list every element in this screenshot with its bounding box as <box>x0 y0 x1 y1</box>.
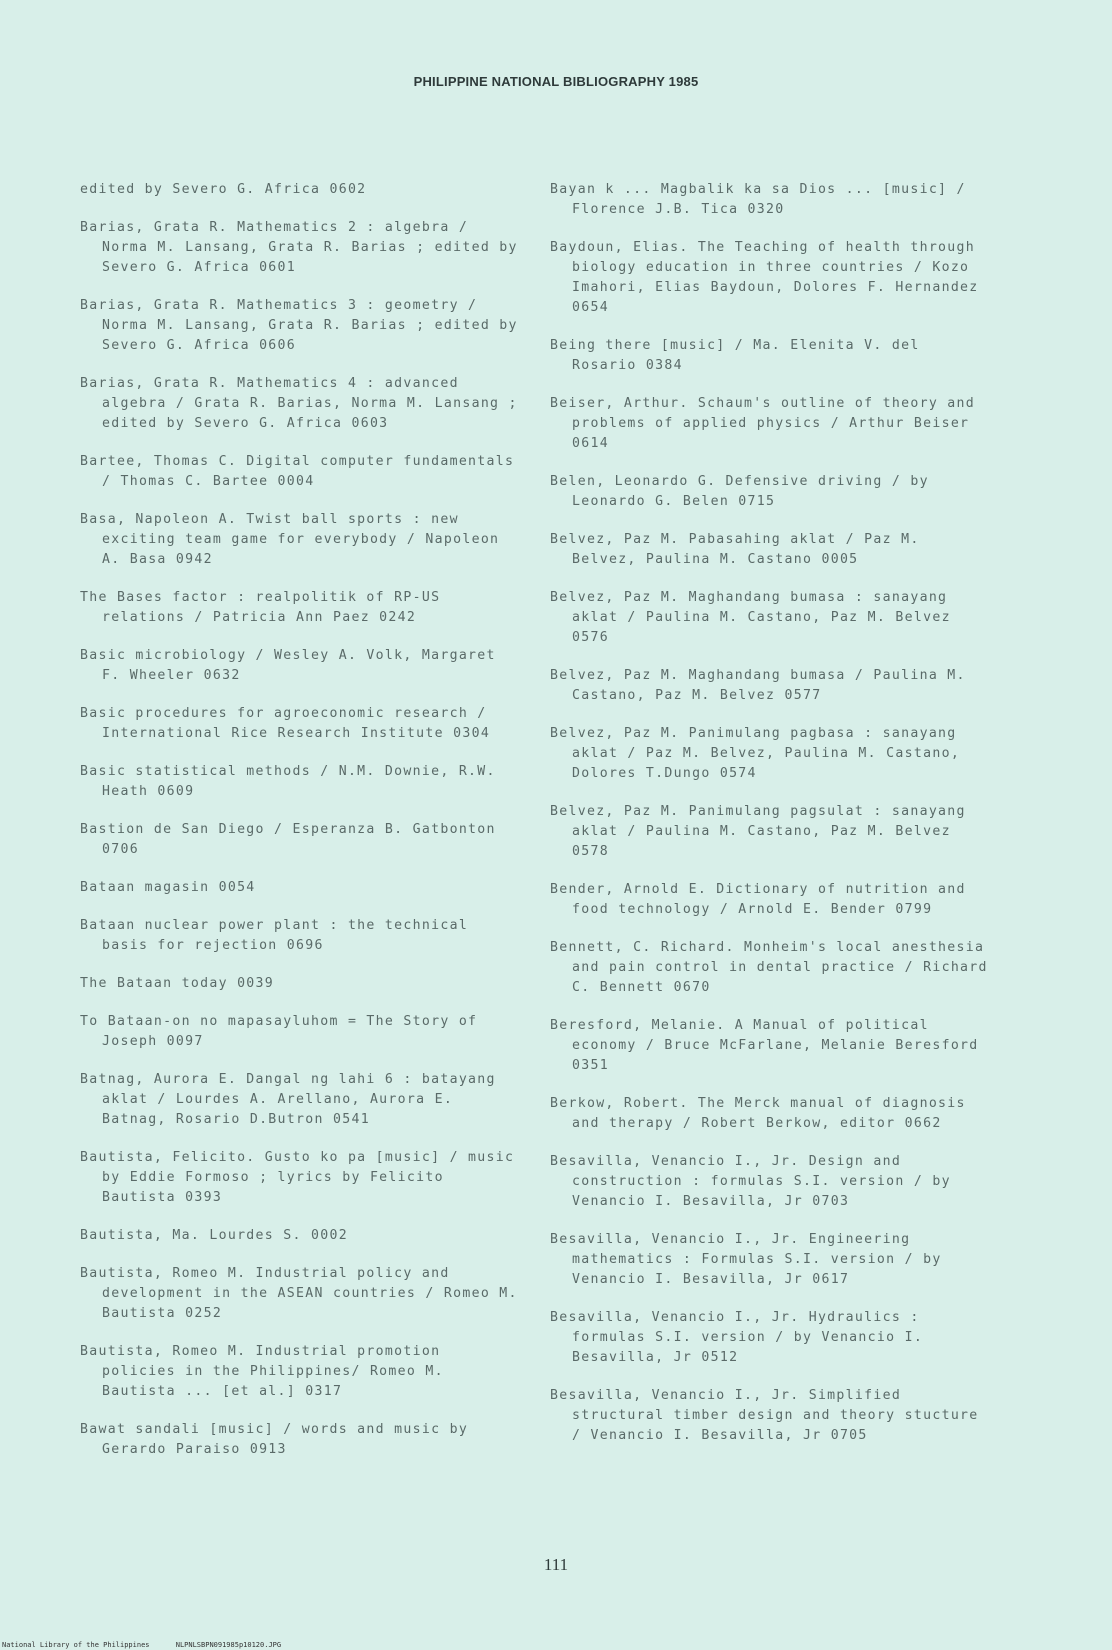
bibliography-entry: Bartee, Thomas C. Digital computer fundamentals / Thomas C. Bartee 0004 <box>80 454 515 489</box>
bibliography-entry: Belvez, Paz M. Pabasahing aklat / Paz M. Belvez, Paulina M. Castano 0005 <box>550 532 920 567</box>
footer-credit <box>2 1641 303 1649</box>
bibliography-entry: Bautista, Felicito. Gusto ko pa [music] / music by Eddie Formoso ; lyrics by Felicito Bautista 0393 <box>80 1150 515 1205</box>
bibliography-entry: Baydoun, Elias. The Teaching of health through biology education in three countries / Kozo Imahori, Elias Baydoun, Dolores F. Hernandez 0654 <box>550 240 979 315</box>
bibliography-entry: The Bases factor : realpolitik of RP-US relations / Patricia Ann Paez 0242 <box>80 590 441 625</box>
left-column <box>80 180 520 1478</box>
bibliography-entry: Bawat sandali [music] / words and music by Gerardo Paraiso 0913 <box>80 1422 469 1457</box>
bibliography-entry: Barias, Grata R. Mathematics 4 : advanced algebra / Grata R. Barias, Norma M. Lansang ; edited by Severo G. Africa 0603 <box>80 376 518 431</box>
bibliography-entry: Bayan k ... Magbalik ka sa Dios ... [music] / Florence J.B. Tica 0320 <box>550 182 966 217</box>
bibliography-entry: Basic statistical methods / N.M. Downie, R.W. Heath 0609 <box>80 764 496 799</box>
library-credit: National Library of the Philippines <box>2 1641 150 1649</box>
bibliography-entry: Barias, Grata R. Mathematics 2 : algebra / Norma M. Lansang, Grata R. Barias ; edited by Severo G. Africa 0601 <box>80 220 518 275</box>
right-column <box>550 180 990 1464</box>
bibliography-entry: Belvez, Paz M. Maghandang bumasa / Paulina M. Castano, Paz M. Belvez 0577 <box>550 668 966 703</box>
bibliography-entry: Besavilla, Venancio I., Jr. Hydraulics : formulas S.I. version / by Venancio I. Besavilla, Jr 0512 <box>550 1310 924 1365</box>
bibliography-entry: Bender, Arnold E. Dictionary of nutrition and food technology / Arnold E. Bender 0799 <box>550 882 966 917</box>
bibliography-entry: Belvez, Paz M. Panimulang pagbasa : sanayang aklat / Paz M. Belvez, Paulina M. Castano, Dolores T.Dungo 0574 <box>550 726 961 781</box>
bibliography-entry: Beresford, Melanie. A Manual of political economy / Bruce McFarlane, Melanie Beresford 0351 <box>550 1018 979 1073</box>
image-filename: NLPNLSBPN091985p10120.JPG <box>175 1641 282 1649</box>
bibliography-entry: Besavilla, Venancio I., Jr. Design and construction : formulas S.I. version / by Venancio I. Besavilla, Jr 0703 <box>550 1154 951 1209</box>
bibliography-entry: Basic microbiology / Wesley A. Volk, Margaret F. Wheeler 0632 <box>80 648 496 683</box>
bibliography-entry: Bautista, Ma. Lourdes S. 0002 <box>80 1228 348 1243</box>
bibliography-entry: Basa, Napoleon A. Twist ball sports : new exciting team game for everybody / Napoleon A. Basa 0942 <box>80 512 500 567</box>
bibliography-entry: Bautista, Romeo M. Industrial policy and development in the ASEAN countries / Romeo M. Bautista 0252 <box>80 1266 518 1321</box>
bibliography-entry: Bennett, C. Richard. Monheim's local anesthesia and pain control in dental practice / Richard C. Bennett 0670 <box>550 940 988 995</box>
bibliography-entry: The Bataan today 0039 <box>80 976 275 991</box>
bibliography-entry: Bastion de San Diego / Esperanza B. Gatbonton 0706 <box>80 822 496 857</box>
bibliography-entry: Besavilla, Venancio I., Jr. Simplified structural timber design and theory stucture / Venancio I. Besavilla, Jr 0705 <box>550 1388 979 1443</box>
bibliography-entry: Beiser, Arthur. Schaum's outline of theory and problems of applied physics / Arthur Beiser 0614 <box>550 396 976 451</box>
bibliography-entry: Basic procedures for agroeconomic research / International Rice Research Institute 0304 <box>80 706 491 741</box>
bibliography-entry: Being there [music] / Ma. Elenita V. del Rosario 0384 <box>550 338 920 373</box>
bibliography-entry: Bataan magasin 0054 <box>80 880 256 895</box>
bibliography-entry: Batnag, Aurora E. Dangal ng lahi 6 : batayang aklat / Lourdes A. Arellano, Aurora E. Batnag, Rosario D.Butron 0541 <box>80 1072 496 1127</box>
bibliography-entry: Bautista, Romeo M. Industrial promotion policies in the Philippines/ Romeo M. Bautista ... [et al.] 0317 <box>80 1344 444 1399</box>
bibliography-entry: Barias, Grata R. Mathematics 3 : geometry / Norma M. Lansang, Grata R. Barias ; edited by Severo G. Africa 0606 <box>80 298 518 353</box>
bibliography-entry: Belvez, Paz M. Maghandang bumasa : sanayang aklat / Paulina M. Castano, Paz M. Belvez 0576 <box>550 590 951 645</box>
bibliography-entry: To Bataan-on no mapasayluhom = The Story of Joseph 0097 <box>80 1014 478 1049</box>
page-number: 111 <box>543 1555 569 1574</box>
bibliography-entry: Bataan nuclear power plant : the technical basis for rejection 0696 <box>80 918 469 953</box>
page-header: PHILIPPINE NATIONAL BIBLIOGRAPHY 1985 <box>413 74 699 89</box>
bibliography-entry: Berkow, Robert. The Merck manual of diagnosis and therapy / Robert Berkow, editor 0662 <box>550 1096 966 1131</box>
bibliography-entry: edited by Severo G. Africa 0602 <box>80 182 367 197</box>
bibliography-entry: Belen, Leonardo G. Defensive driving / by Leonardo G. Belen 0715 <box>550 474 929 509</box>
bibliography-entry: Belvez, Paz M. Panimulang pagsulat : sanayang aklat / Paulina M. Castano, Paz M. Belvez 0578 <box>550 804 966 859</box>
bibliography-entry: Besavilla, Venancio I., Jr. Engineering mathematics : Formulas S.I. version / by Venancio I. Besavilla, Jr 0617 <box>550 1232 942 1287</box>
